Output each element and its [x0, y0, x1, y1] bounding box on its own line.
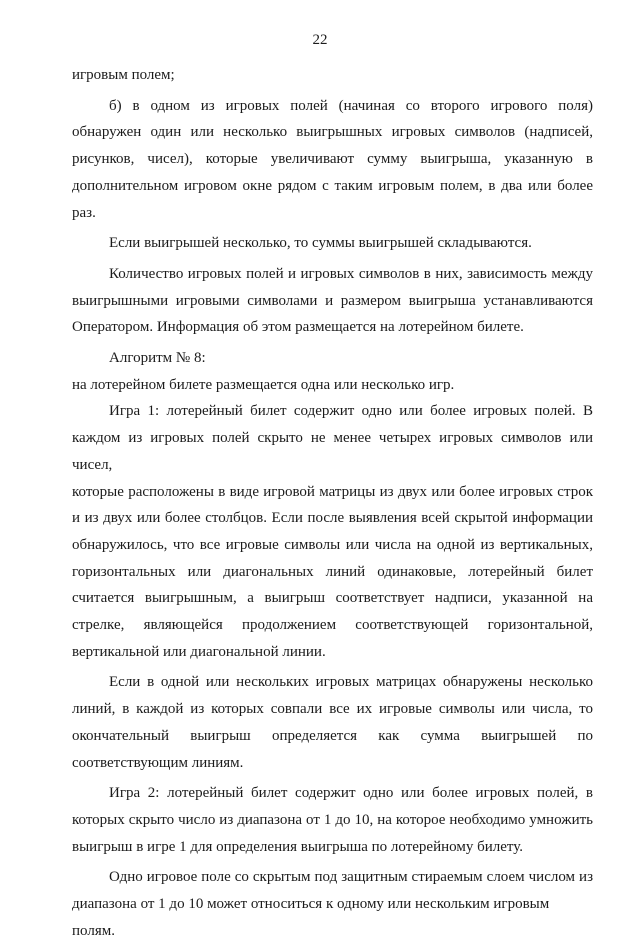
text-line: выигрыш в игре 1 для определения выигрыша по лотерейному билету.: [72, 838, 524, 855]
text-line: считается выигрышным, а выигрыш соответствует надписи, указанной на: [72, 590, 593, 607]
document-body: [72, 62, 593, 945]
text-line: горизонтальных или диагональных линий одинаковые, лотерейный билет: [72, 563, 593, 580]
text-line: на лотерейном билете размещается одна или несколько игр.: [72, 376, 455, 393]
text-line: линий, в каждой из которых совпали все их игровые символы или числа, то: [72, 701, 593, 718]
text-line: стрелке, являющейся продолжением соответствующей горизонтальной,: [72, 617, 593, 634]
text-line: выигрышными игровыми символами и размером выигрыша устанавливаются: [72, 292, 593, 309]
text-line: которые расположены в виде игровой матрицы из двух или более игровых строк: [72, 483, 593, 500]
text-line: дополнительном игровом окне рядом с таким игровым полем, в два или более: [72, 177, 593, 194]
text-line: диапазона от 1 до 10 может относиться к одному или нескольким игровым полям.: [72, 896, 550, 939]
text-line: обнаружилось, что все игровые символы или числа на одной из вертикальных,: [72, 536, 593, 553]
text-line: Игра 2: лотерейный билет содержит одно или более игровых полей, в: [109, 785, 593, 802]
text-line: Игра 1: лотерейный билет содержит одно или более игровых полей. В: [109, 403, 593, 420]
text-line: раз.: [72, 204, 96, 221]
text-line: окончательный выигрыш определяется как сумма выигрышей по: [72, 727, 593, 744]
text-line: каждом из игровых полей скрыто не менее четырех игровых символов или чисел,: [72, 430, 593, 473]
text-line: и из двух или более столбцов. Если после выявления всей скрытой информации: [72, 510, 593, 527]
text-line: соответствующим линиям.: [72, 754, 244, 771]
text-line: Если выигрышей несколько, то суммы выигрышей складываются.: [109, 235, 532, 252]
text-line: игровым полем;: [72, 67, 175, 83]
text-line: Одно игровое поле со скрытым под защитным стираемым слоем числом из: [109, 869, 593, 886]
text-line: Если в одной или нескольких игровых матрицах обнаружены несколько: [109, 674, 593, 691]
page-number: 22: [312, 32, 328, 48]
text-line: Алгоритм № 8:: [109, 350, 206, 367]
text-line: которых скрыто число из диапазона от 1 до 10, на которое необходимо умножить: [72, 811, 593, 828]
text-line: вертикальной или диагональной линии.: [72, 643, 326, 660]
text-line: обнаружен один или несколько выигрышных игровых символов (надписей,: [72, 124, 593, 141]
text-line: рисунков, чисел), которые увеличивают сумму выигрыша, указанную в: [72, 151, 593, 168]
text-line: Оператором. Информация об этом размещается на лотерейном билете.: [72, 319, 524, 336]
text-line: б) в одном из игровых полей (начиная со второго игрового поля): [109, 97, 593, 114]
text-line: Количество игровых полей и игровых символов в них, зависимость между: [109, 265, 593, 282]
